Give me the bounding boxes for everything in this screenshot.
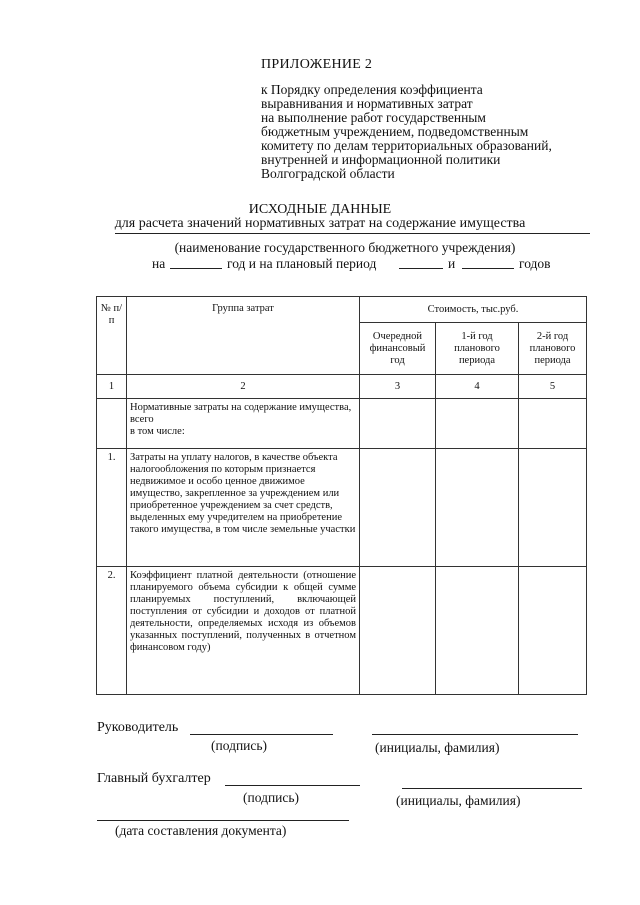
sub-col-current-year: Очередной финансовый год (360, 323, 436, 375)
col-cost-header: Стоимость, тыс.руб. (360, 297, 587, 323)
value-cell (436, 567, 519, 695)
accountant-signature-line (225, 785, 360, 786)
accountant-label: Главный бухгалтер (97, 771, 211, 786)
sub-col-plan-year-2: 2-й год планового периода (519, 323, 587, 375)
preamble-line: к Порядку определения коэффициента (261, 82, 483, 97)
head-signature-caption: (подпись) (211, 738, 268, 753)
value-cell (436, 449, 519, 567)
table-row (97, 449, 587, 567)
table-row (97, 399, 587, 449)
preamble-line: выравнивания и нормативных затрат (261, 96, 473, 111)
value-cell (519, 567, 587, 695)
row-text: Нормативные затраты на содержание имущества, всего в том числе: (127, 399, 360, 449)
preamble-line: внутренней и информационной политики (261, 152, 501, 167)
preamble-line: бюджетным учреждением, подведомственным (261, 124, 529, 139)
accountant-name-caption: (инициалы, фамилия) (396, 793, 521, 808)
column-numbers-row (97, 375, 587, 399)
date-caption: (дата составления документа) (115, 823, 287, 838)
sub-col-plan-year-1: 1-й год планового периода (436, 323, 519, 375)
value-cell (360, 399, 436, 449)
period-year2-blank (462, 268, 514, 269)
value-cell (360, 449, 436, 567)
period-year-blank (170, 268, 222, 269)
row-num: 2. (97, 567, 127, 695)
accountant-signature-caption: (подпись) (243, 790, 300, 805)
value-cell (519, 399, 587, 449)
date-line (97, 820, 349, 821)
column-number: 1 (97, 375, 127, 399)
head-signature-line (190, 734, 333, 735)
column-number: 5 (519, 375, 587, 399)
value-cell (436, 399, 519, 449)
row-text: Затраты на уплату налогов, в качестве объекта налогообложения по которым признается недвижимое и особо ценное движимое имущество, закрепленное за учреждением или приобретенное учреждением за счет средств, выделенных ему учредителем на приобретение такого имущества, в том числе земельные участки (127, 449, 360, 567)
head-name-line (372, 734, 578, 735)
preamble-line: Волгоградской области (261, 166, 395, 181)
institution-name-line (115, 233, 590, 234)
document-title: ИСХОДНЫЕ ДАННЫЕ (248, 202, 392, 217)
period-years: годов (519, 256, 551, 271)
period-year-text: год и на плановый период (227, 256, 377, 271)
row-text: Коэффициент платной деятельности (отношение планируемого объема субсидии к общей сумме планируемых поступлений, включающей поступления от субсидии и доходов от платной деятельности, определяемых исходя из объемов указанных поступлений, полученных в отчетном финансовом году) (127, 567, 360, 695)
appendix-title: ПРИЛОЖЕНИЕ 2 (261, 57, 373, 72)
head-name-caption: (инициалы, фамилия) (375, 740, 500, 755)
cost-table (96, 296, 587, 695)
document-subtitle: для расчета значений нормативных затрат на содержание имущества (114, 216, 526, 231)
table-row (97, 567, 587, 695)
column-number: 4 (436, 375, 519, 399)
appendix-preamble (261, 83, 621, 181)
period-and: и (448, 256, 456, 271)
period-prefix: на (152, 256, 166, 271)
column-number: 3 (360, 375, 436, 399)
table-header-row (97, 297, 587, 323)
preamble-line: комитету по делам территориальных образований, (261, 138, 552, 153)
col-group-header: Группа затрат (127, 297, 360, 375)
head-label: Руководитель (97, 720, 179, 735)
row-num: 1. (97, 449, 127, 567)
column-number: 2 (127, 375, 360, 399)
value-cell (519, 449, 587, 567)
value-cell (360, 567, 436, 695)
accountant-name-line (402, 788, 582, 789)
row-num (97, 399, 127, 449)
preamble-line: на выполнение работ государственным (261, 110, 486, 125)
period-year1-blank (399, 268, 443, 269)
col-num-header: № п/п (97, 297, 127, 375)
institution-caption: (наименование государственного бюджетного учреждения) (174, 240, 516, 255)
